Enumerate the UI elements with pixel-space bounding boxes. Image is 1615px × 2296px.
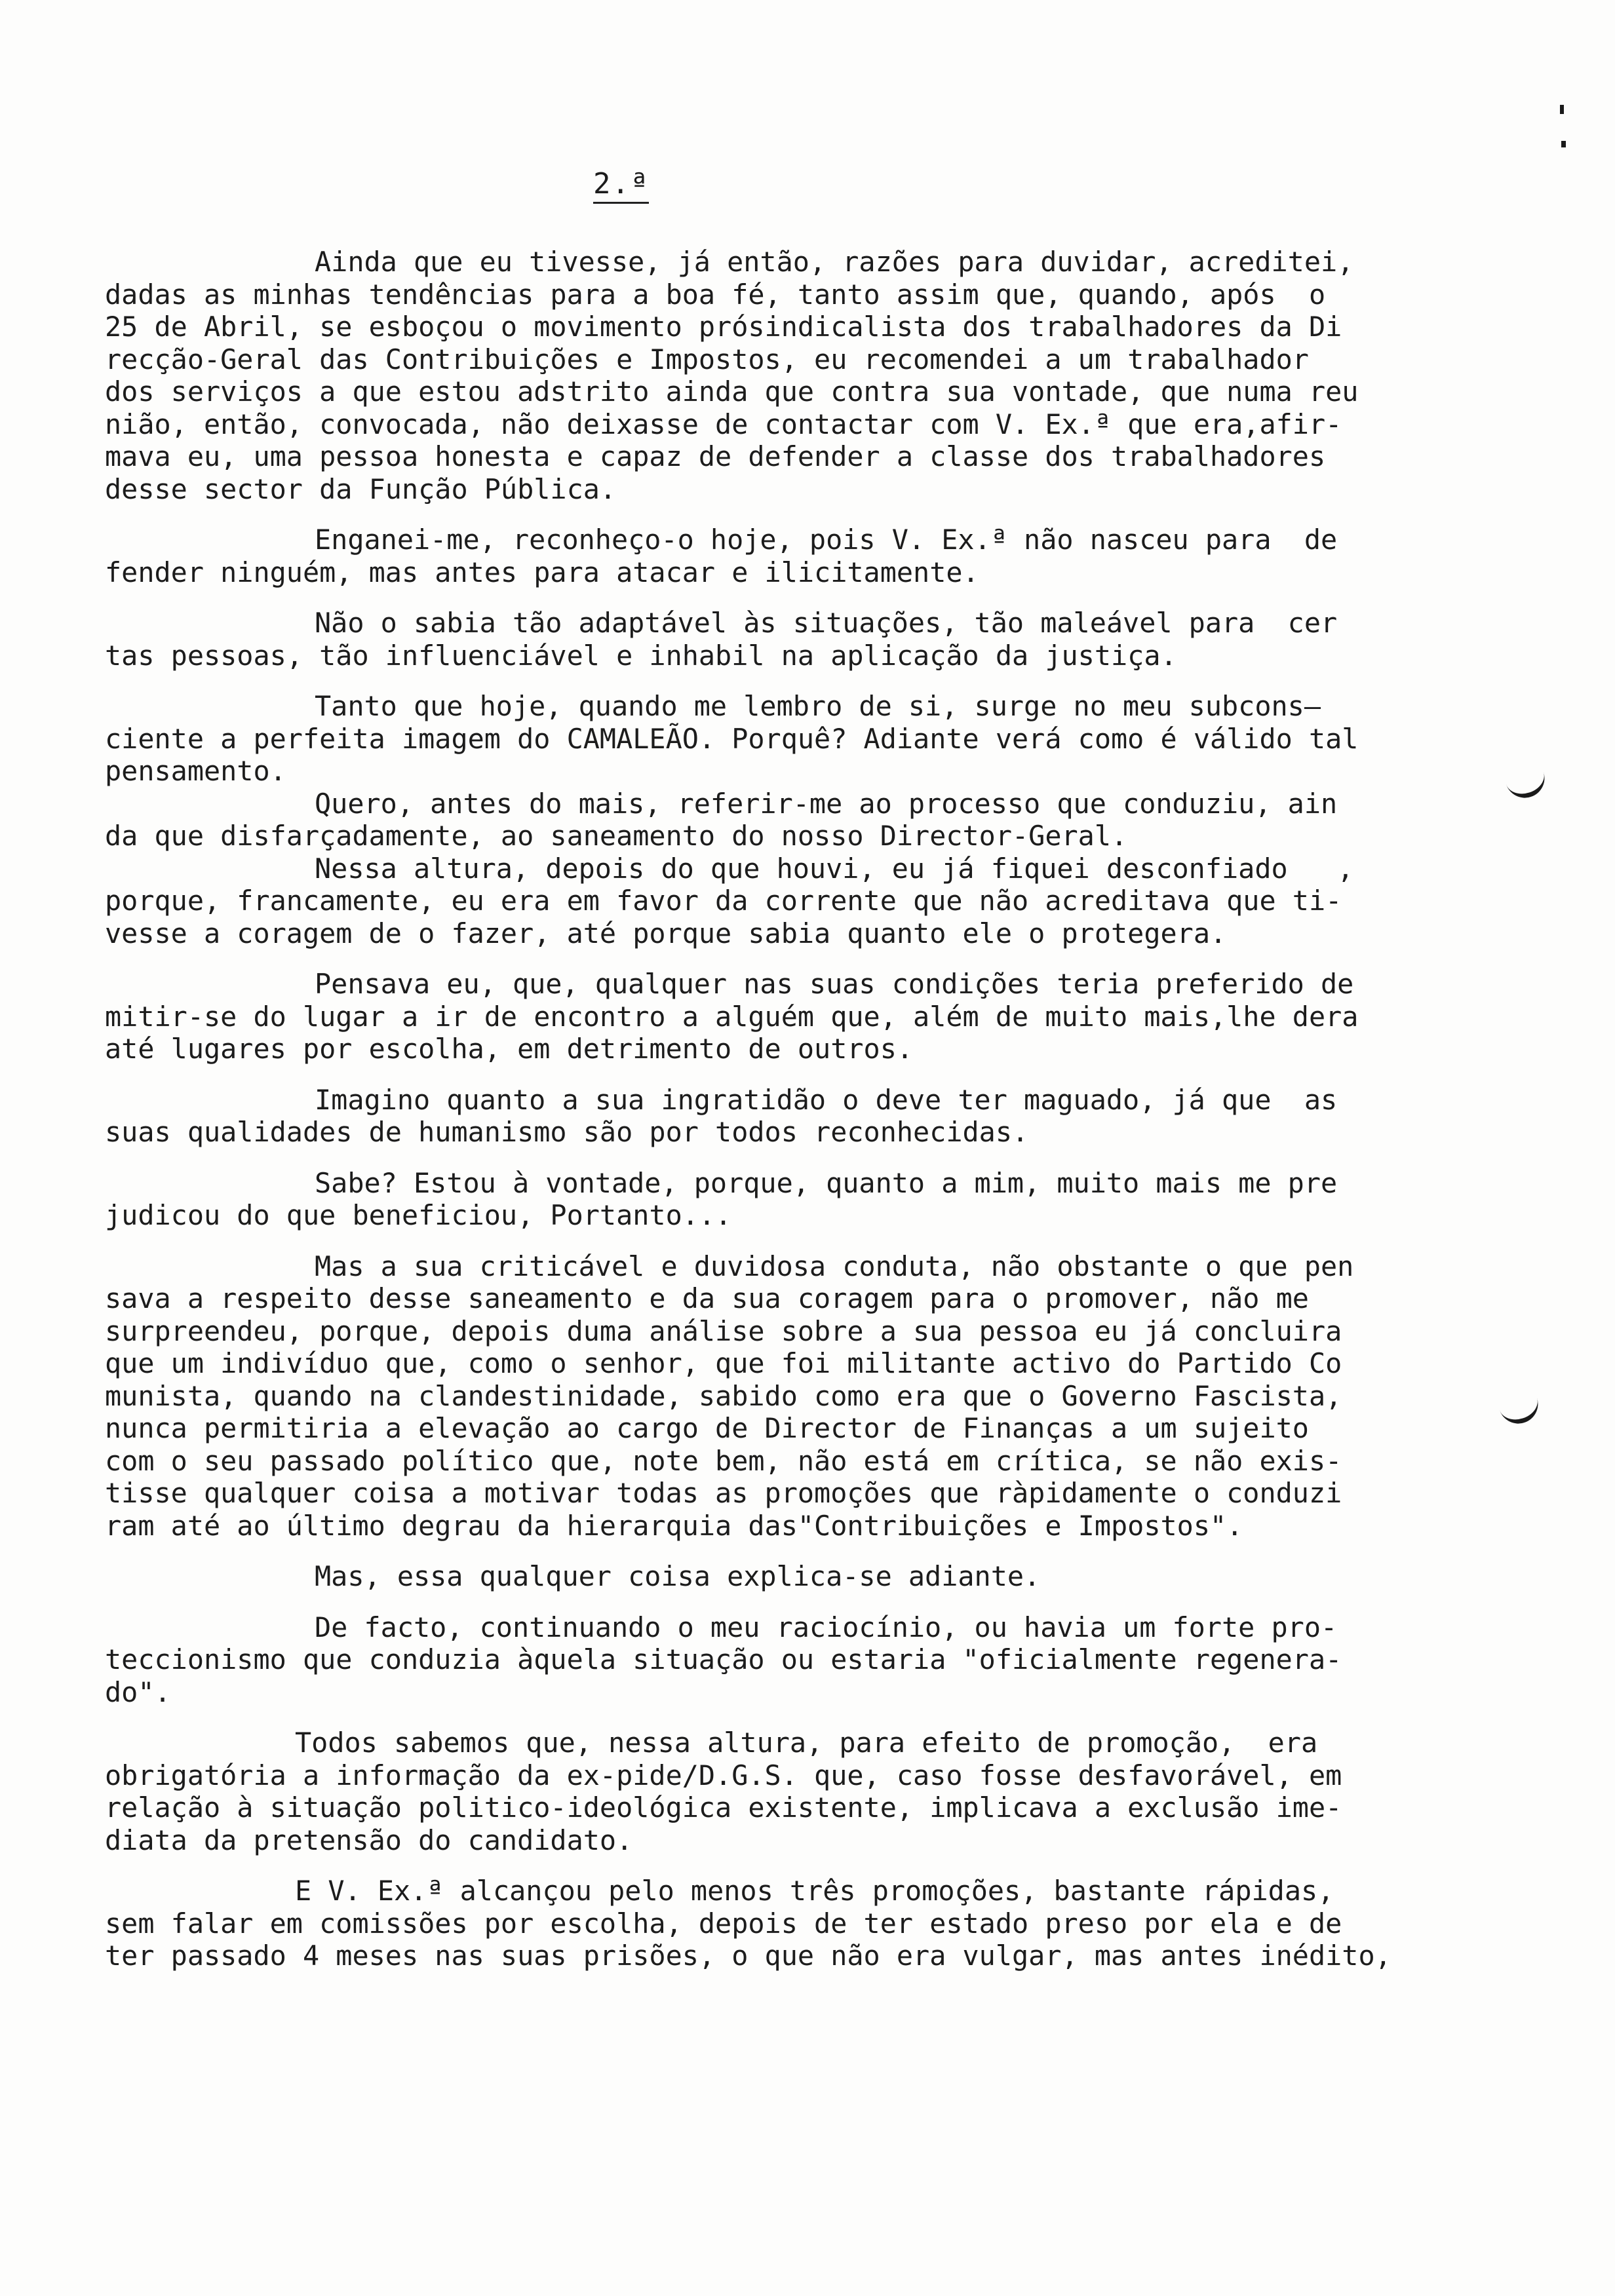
letter-body — [105, 246, 1391, 1972]
text-line: mitir-se do lugar a ir de encontro a alguém que, além de muito mais,lhe dera — [105, 1000, 1359, 1033]
paragraph — [105, 1167, 1350, 1232]
text-line: obrigatória a informação da ex-pide/D.G.S. que, caso fosse desfavorável, em — [105, 1759, 1342, 1791]
text-line: desse sector da Função Pública. — [105, 472, 617, 505]
paragraph — [105, 852, 1354, 950]
text-line: Pensava eu, que, qualquer nas suas condições teria preferido de — [315, 968, 1354, 1000]
margin-pen-mark — [1498, 1394, 1543, 1429]
text-line: até lugares por escolha, em detrimento de outros. — [105, 1033, 914, 1065]
scan-speck — [1560, 105, 1564, 114]
paragraph — [105, 788, 1350, 852]
paragraph — [105, 524, 1350, 588]
text-line: diata da pretensão do candidato. — [105, 1824, 633, 1856]
text-line: nião, então, convocada, não deixasse de contactar com V. Ex.ª que era,afir- — [105, 408, 1342, 440]
text-line: suas qualidades de humanismo são por todos reconhecidas. — [105, 1116, 1029, 1148]
text-line: Mas, essa qualquer coisa explica-se adiante. — [315, 1560, 1041, 1592]
text-line: com o seu passado político que, note bem, não está em crítica, se não exis- — [105, 1444, 1342, 1477]
margin-pen-mark — [1505, 768, 1549, 803]
text-line: sem falar em comissões por escolha, depois de ter estado preso por ela e de — [105, 1907, 1342, 1940]
text-line: da que disfarçadamente, ao saneamento do nosso Director-Geral. — [105, 820, 1128, 852]
text-line: Enganei-me, reconheço-o hoje, pois V. Ex.ª não nasceu para de — [315, 524, 1338, 556]
text-line: munista, quando na clandestinidade, sabido como era que o Governo Fascista, — [105, 1379, 1342, 1412]
text-line: pensamento. — [105, 755, 286, 787]
text-line: Tanto que hoje, quando me lembro de si, surge no meu subcons— — [315, 690, 1321, 722]
text-line: E V. Ex.ª alcançou pelo menos três promoções, bastante rápidas, — [295, 1875, 1334, 1907]
text-line: dadas as minhas tendências para a boa fé, tanto assim que, quando, após o — [105, 278, 1326, 311]
paragraph — [105, 1727, 1350, 1856]
text-line: Sabe? Estou à vontade, porque, quanto a mim, muito mais me pre — [315, 1166, 1338, 1199]
text-line: fender ninguém, mas antes para atacar e ilicitamente. — [105, 556, 979, 588]
paragraph — [105, 1875, 1391, 1972]
text-line: Ainda que eu tivesse, já então, razões para duvidar, acreditei, — [315, 246, 1354, 278]
text-line: que um indivíduo que, como o senhor, que foi militante activo do Partido Co — [105, 1347, 1342, 1379]
text-line: relação à situação politico-ideológica existente, implicava a exclusão ime- — [105, 1791, 1342, 1824]
text-line: ciente a perfeita imagem do CAMALEÃO. Porquê? Adiante verá como é válido tal — [105, 722, 1359, 755]
text-line: Imagino quanto a sua ingratidão o deve ter maguado, já que as — [315, 1083, 1338, 1116]
paragraph — [105, 690, 1359, 788]
text-line: porque, francamente, eu era em favor da corrente que não acreditava que ti- — [105, 885, 1342, 917]
text-line: Mas a sua criticável e duvidosa conduta, não obstante o que pen — [315, 1250, 1354, 1282]
text-line: recção-Geral das Contribuições e Impostos, eu recomendei a um trabalhador — [105, 343, 1309, 375]
text-line: Não o sabia tão adaptável às situações, tão maleável para cer — [315, 607, 1338, 639]
text-line: sava a respeito desse saneamento e da sua coragem para o promover, não me — [105, 1282, 1309, 1314]
scan-speck — [1561, 141, 1566, 147]
text-line: nunca permitiria a elevação ao cargo de Director de Finanças a um sujeito — [105, 1412, 1309, 1444]
paragraph — [105, 1250, 1354, 1542]
text-line: tas pessoas, tão influenciável e inhabil na aplicação da justiça. — [105, 639, 1177, 672]
text-line: Quero, antes do mais, referir-me ao processo que conduziu, ain — [315, 787, 1338, 820]
text-line: teccionismo que conduzia àquela situação ou estaria "oficialmente regenera- — [105, 1643, 1342, 1675]
paragraph — [105, 1560, 1350, 1593]
text-line: Todos sabemos que, nessa altura, para efeito de promoção, era — [295, 1727, 1318, 1759]
text-line: ter passado 4 meses nas suas prisões, o que não era vulgar, mas antes inédito, — [105, 1940, 1391, 1972]
text-line: 25 de Abril, se esboçou o movimento prósindicalista dos trabalhadores da Di — [105, 311, 1342, 343]
text-line: do". — [105, 1675, 171, 1708]
text-line: tisse qualquer coisa a motivar todas as promoções que ràpidamente o conduzi — [105, 1477, 1342, 1509]
paragraph — [105, 1084, 1350, 1149]
paragraph — [105, 968, 1359, 1065]
text-line: vesse a coragem de o fazer, até porque sabia quanto ele o protegera. — [105, 917, 1227, 949]
paragraph — [105, 607, 1350, 672]
page-number: 2.ª — [593, 167, 649, 204]
text-line: dos serviços a que estou adstrito ainda que contra sua vontade, que numa reu — [105, 375, 1359, 408]
text-line: judicou do que beneficiou, Portanto... — [105, 1199, 732, 1231]
text-line: Nessa altura, depois do que houvi, eu já fiquei desconfiado , — [315, 852, 1354, 885]
text-line: ram até ao último degrau da hierarquia das"Contribuições e Impostos". — [105, 1509, 1243, 1542]
paragraph — [105, 1611, 1350, 1709]
text-line: surpreendeu, porque, depois duma análise sobre a sua pessoa eu já concluira — [105, 1314, 1342, 1347]
text-line: mava eu, uma pessoa honesta e capaz de defender a classe dos trabalhadores — [105, 440, 1326, 472]
text-line: De facto, continuando o meu raciocínio, ou havia um forte pro- — [315, 1611, 1338, 1643]
paragraph — [105, 246, 1359, 505]
